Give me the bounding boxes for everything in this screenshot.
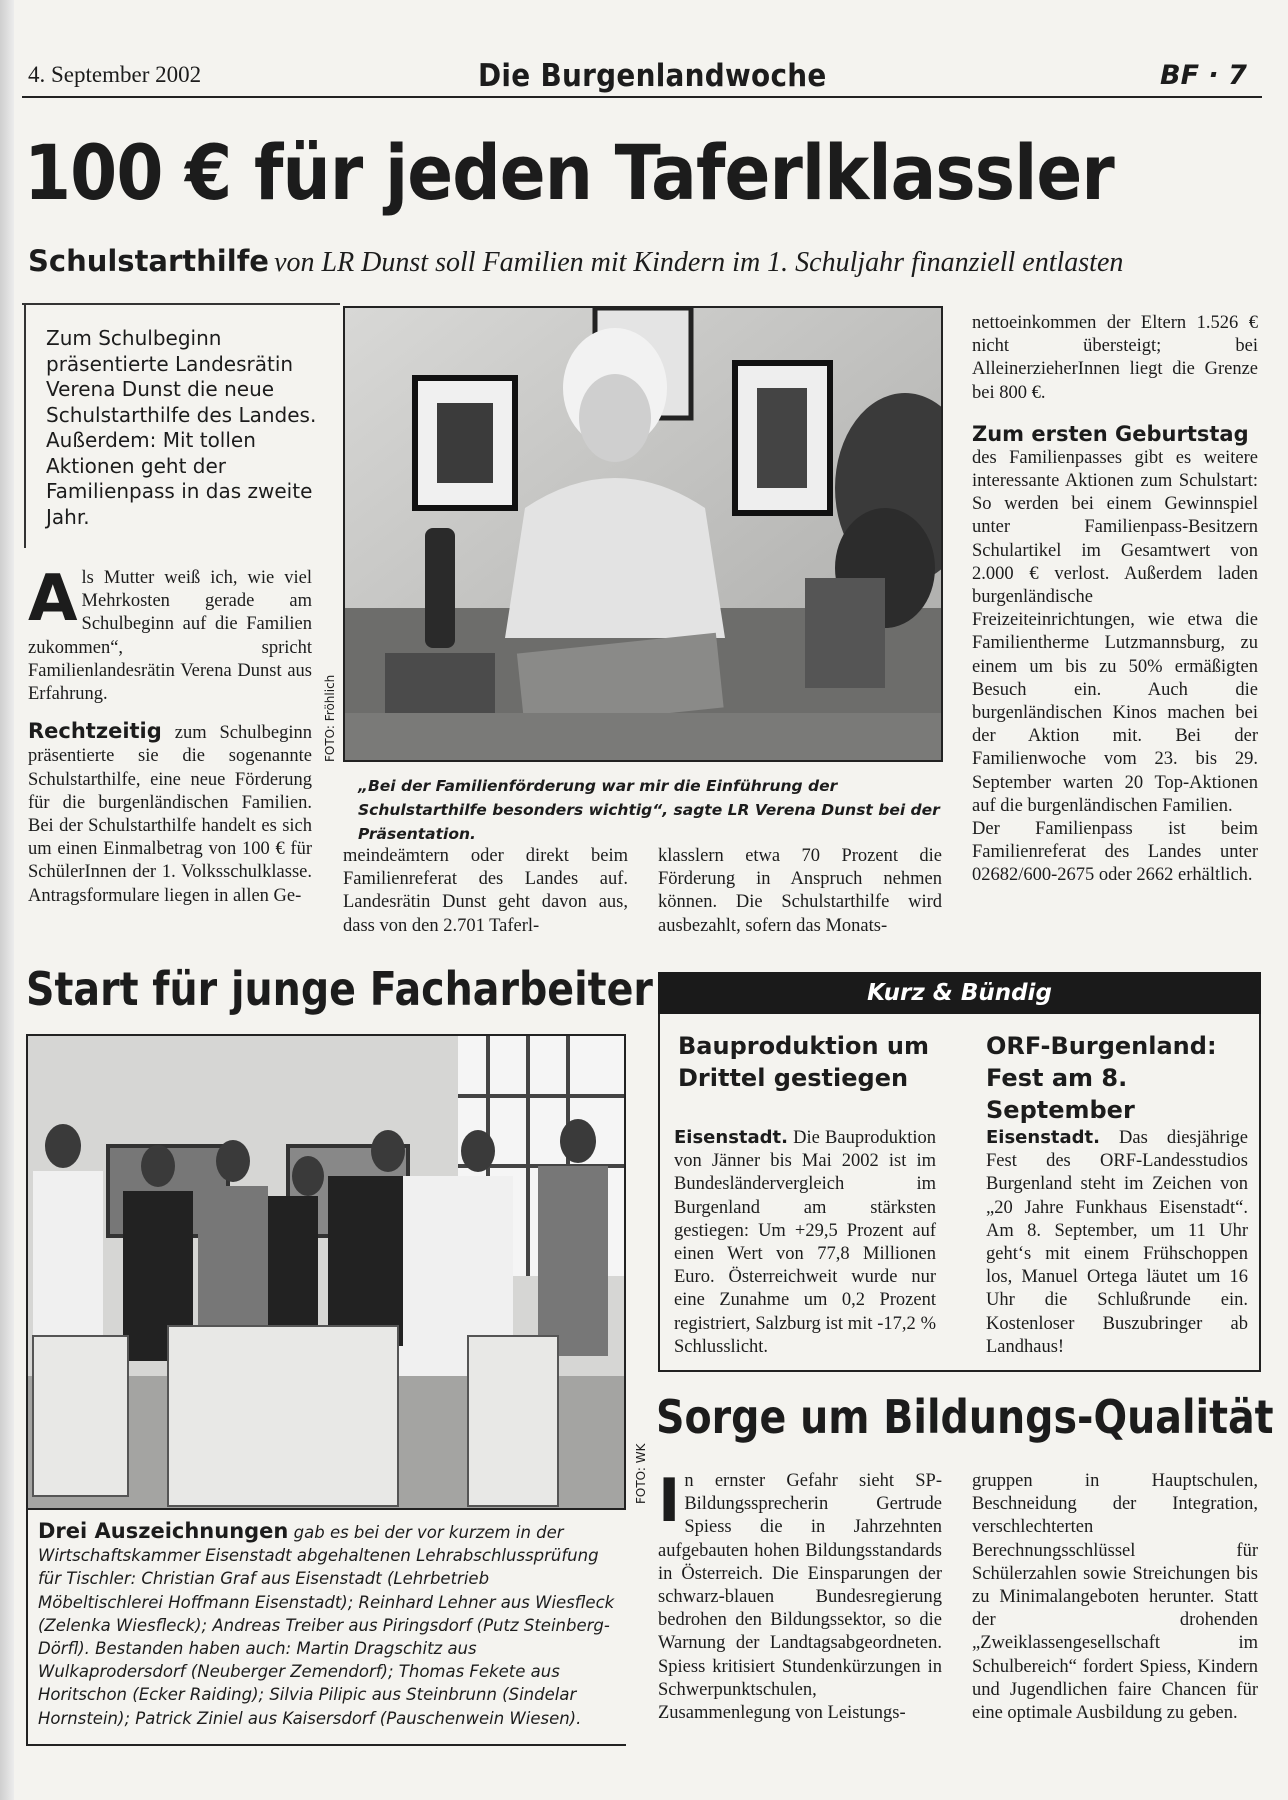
caption-keyword: Drei Auszeichnungen — [38, 1519, 289, 1543]
photo-dunst — [345, 308, 943, 762]
dropcap: A — [28, 562, 78, 636]
article1-paragraph-1: ls Mutter weiß ich, wie viel Mehrkosten gerade am Schulbeginn auf die Familien zukommen“, spricht Familienlandesrätin Verena Dunst aus Erfahrung. — [28, 568, 312, 705]
article1-headline: 100 € für jeden Taferlklassler — [24, 128, 1114, 217]
header-rule — [22, 96, 1262, 98]
article3-headline: Sorge um Bildungs-Qualität — [656, 1390, 1274, 1444]
kurz-right-body: Das diesjährige Fest des ORF-Landesstudios Burgenland steht im Zeichen von „20 Jahre Funkhaus Eisenstadt“. Am 8. September, um 11 Uhr geht‘s mit einem Frühschoppen los, Manuel Ortega läutet um 16 Uhr die Schlußrunde ein. Kostenloser Buszubringer ab Landhaus! — [986, 1128, 1248, 1357]
article1-subtitle — [28, 244, 1123, 279]
article1-column-4 — [972, 312, 1258, 888]
article1-col4-paragraph-1: nettoeinkommen der Eltern 1.526 € nicht übersteigt; bei AlleinerzieherInnen liegt die Grenze bei 800 €. — [972, 313, 1258, 403]
article2-photo-caption — [38, 1520, 618, 1730]
article3-column-1 — [658, 1466, 942, 1725]
subtitle-keyword: Schulstarthilfe — [28, 244, 269, 278]
article3-column-1-text: n ernster Gefahr sieht SP-Bildungssprecherin Gertrude Spiess die in Jahrzehnten aufgebauten hohen Bildungsstandards in Österreich. Die Einsparungen der schwarz-blauen Bundesregierung bedrohen den Bildungssektor, so die Warnung der Landtagsabgeordneten. Spiess kritisiert Stundenkürzungen in Schwerpunktschulen, Zusammenlegung von Leistungs- — [658, 1471, 942, 1724]
kurz-left-heading: Bauproduktion um Drittel gestiegen — [678, 1032, 930, 1092]
caption-text: gab es bei der vor kurzem in der Wirtschaftskammer Eisenstadt abgehaltenen Lehrabschlussprüfung für Tischler: Christian Graf aus Eisenstadt (Lehrbetrieb Möbeltischlerei Hoffmann Eisenstadt); Reinhard Lehner aus Wiesfleck (Zelenka Wiesfleck); Andreas Treiber aus Piringsdorf (Putz Steinberg-Dörfl). Bestanden haben auch: Martin Dragschitz aus Wulkaprodersdorf (Neuberger Zemendorf); Thomas Fekete aus Horitschon (Ecker Raiding); Silvia Pilipic aus Steinbrunn (Sindelar Hornstein); Patrick Ziniel aus Kaisersdorf (Pauschenwein Wiesen). — [38, 1523, 615, 1728]
article1-photo-caption: „Bei der Familienförderung war mir die Einführung der Schulstarthilfe besonders wichtig“, sagte LR Verena Dunst bei der Präsentation. — [358, 777, 940, 843]
kurz-right-place: Eisenstadt. — [986, 1127, 1100, 1148]
col4-subheading: Zum ersten Geburtstag — [972, 421, 1249, 446]
article1-col4-paragraph-3: Der Familienpass ist beim Familienreferat des Landes unter 02682/600-2675 oder 2662 erhältlich. — [972, 819, 1258, 886]
page-number: BF · 7 — [1160, 60, 1247, 91]
kurz-left-body: Die Bauproduktion von Jänner bis Mai 2002 ist im Bundesländervergleich im Burgenland am stärksten gestiegen: Um +29,5 Prozent auf einen Wert von 77,8 Millionen Euro. Österreichweit wurde nur eine Zunahme um 0,2 Prozent registriert, Salzburg ist mit -17,2 % Schlusslicht. — [674, 1128, 937, 1357]
article1-column-1 — [28, 562, 313, 908]
dropcap: I — [658, 1466, 681, 1536]
issue-date: 4. September 2002 — [28, 62, 202, 87]
kurz-right-text — [986, 1126, 1248, 1359]
lead-box-rule — [22, 303, 340, 305]
article2-headline: Start für junge Facharbeiter — [26, 962, 653, 1016]
article1-photo — [343, 306, 943, 762]
article1-paragraph-2: zum Schulbeginn präsentierte sie die sogenannte Schulstarthilfe, eine neue Förderung für die burgenländischen Familien. Bei der Schulstarthilfe handelt es sich um einen Einmalbetrag von 100 € für SchülerInnen der 1. Volksschulklasse. Antragsformulare liegen in allen Ge- — [28, 723, 313, 906]
article1-column-3: klasslern etwa 70 Prozent die Förderung in Anspruch nehmen können. Die Schulstarthilfe wird ausbezahlt, sofern das Monats- — [658, 846, 942, 936]
lead-box-rule — [24, 303, 26, 548]
article1-col4-paragraph-2: des Familienpasses gibt es weitere interessante Aktionen zum Schulstart: So werden bei einem Gewinnspiel unter Familienpass-Besitzern Schulartikel im Gesamtwert von 2.000 € verlost. Außerdem laden burgenländische Freizeiteinrichtungen, wie etwa die Familientherme Lutzmannsburg, zu einem um bis zu 50% ermäßigten Besuch ein. Auch die burgenländischen Kinos machen bei der Aktion mit. Bei der Familienwoche vom 23. bis 29. September warten 20 Top-Aktionen auf die burgenländischen Familien. — [972, 447, 1258, 816]
kurz-left-place: Eisenstadt. — [674, 1127, 788, 1148]
photo-apprentices — [28, 1036, 626, 1510]
article1-photo-credit: FOTO: Fröhlich — [323, 674, 337, 762]
newspaper-name: Die Burgenlandwoche — [478, 58, 827, 94]
kurz-left-text — [674, 1126, 936, 1359]
kurz-right-heading: ORF-Burgenland: Fest am 8. September — [986, 1032, 1217, 1124]
subtitle-text: von LR Dunst soll Familien mit Kindern im 1. Schuljahr finanziell entlasten — [274, 247, 1124, 278]
article1-lead: Zum Schulbeginn präsentierte Landesrätin Verena Dunst die neue Schulstarthilfe des Landes. Außerdem: Mit tollen Aktionen geht der Familienpass in das zweite Jahr. — [46, 326, 317, 529]
article3-column-2: gruppen in Hauptschulen, Beschneidung der Integration, verschlechterten Berechnungsschlüssel für Schülerzahlen sowie Streichungen bis zu Minimalangeboten herunter. Statt der drohenden „Zweiklassengesellschaft im Schulbereich“ fordert Spiess, Kindern und Jugendlichen faire Chancen für eine optimale Ausbildung zu geben. — [972, 1471, 1258, 1724]
run-in-heading: Rechtzeitig — [28, 719, 162, 744]
scan-edge — [0, 0, 14, 1800]
article1-column-2: meindeämtern oder direkt beim Familienreferat des Landes auf. Landesrätin Dunst geht davon aus, dass von den 2.701 Taferl- — [343, 846, 628, 936]
kurz-buendig-bar: Kurz & Bündig — [658, 972, 1261, 1014]
article2-photo-credit: FOTO: WK — [634, 1443, 648, 1504]
article2-photo — [26, 1034, 626, 1510]
